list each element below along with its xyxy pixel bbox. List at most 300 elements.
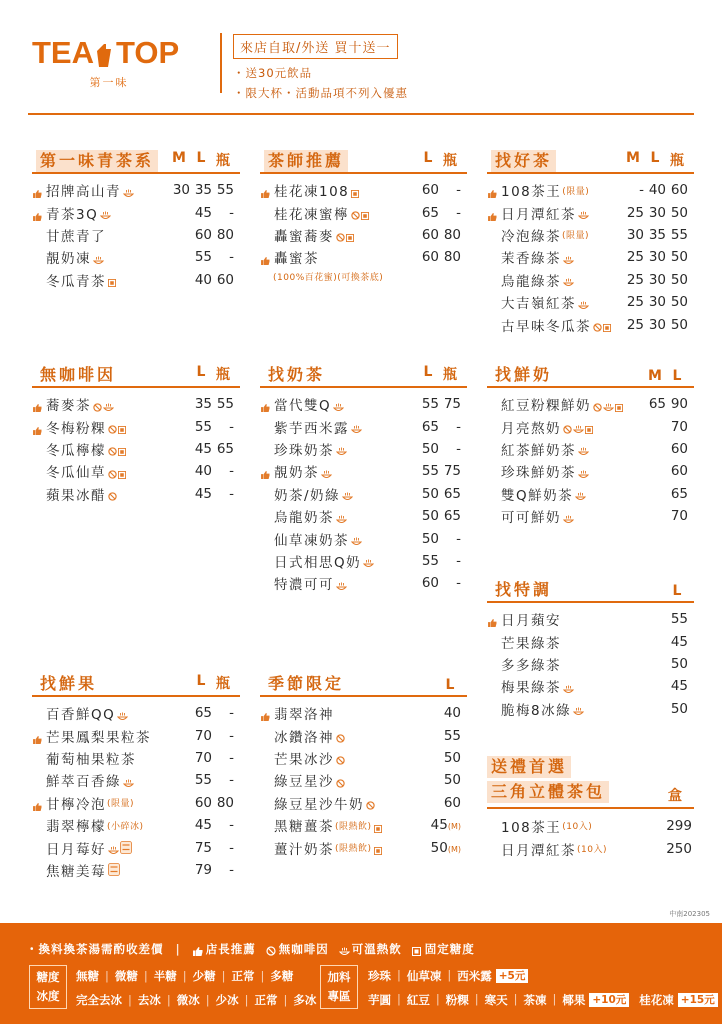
option-item: 少冰 <box>215 993 239 1007</box>
item-name: 轟蜜蕎麥 <box>274 228 334 245</box>
menu-item[interactable] <box>32 179 240 201</box>
thumbs-up-icon <box>488 186 497 194</box>
menu-item[interactable] <box>487 698 694 720</box>
hot-drink-icon <box>578 298 589 307</box>
menu-item[interactable] <box>260 702 467 724</box>
item-price: 45 <box>194 485 212 502</box>
column-header: M <box>172 150 186 166</box>
item-price: 30 <box>626 226 644 243</box>
no-caffeine-icon <box>336 753 345 762</box>
item-prices <box>417 419 461 435</box>
item-prices <box>190 772 234 788</box>
item-prices <box>190 486 234 502</box>
item-price: 70 <box>194 727 212 744</box>
item-price: - <box>229 839 234 856</box>
hot-drink-icon <box>336 579 347 588</box>
item-price: 75 <box>443 396 461 413</box>
item-list <box>487 393 694 527</box>
separator: | <box>143 969 148 983</box>
sugar-ice-label: 糖度 冰度 <box>29 965 67 1009</box>
item-price: - <box>229 772 234 789</box>
hot-drink-icon <box>123 776 134 785</box>
item-prices <box>190 396 234 412</box>
item-name: 芒果冰沙 <box>274 751 334 768</box>
item-name: 紅豆粉粿鮮奶 <box>501 398 591 415</box>
item-list <box>260 702 467 859</box>
separator: | <box>128 993 132 1007</box>
item-name: 日式相思Q奶 <box>274 554 362 571</box>
item-name: 芒果鳳梨果粒茶 <box>46 729 151 746</box>
item-price: 40 <box>194 463 212 480</box>
section-title: 找好茶 <box>491 150 556 172</box>
item-price: 40 <box>443 705 461 722</box>
menu-item[interactable] <box>32 702 240 724</box>
item-price: 70 <box>670 418 688 435</box>
menu-item[interactable] <box>32 814 240 836</box>
item-name: 當代雙Q <box>274 398 332 415</box>
item-price: 55 <box>421 552 439 569</box>
item-price: 65 <box>443 485 461 502</box>
menu-item[interactable] <box>487 483 694 505</box>
item-price: 30 <box>648 316 666 333</box>
separator: | <box>447 968 452 982</box>
item-note: (限量) <box>562 186 590 197</box>
item-prices <box>666 656 688 672</box>
legend <box>26 941 475 957</box>
thumbs-up-icon <box>33 209 42 217</box>
column-header: L <box>196 364 206 380</box>
footer <box>0 923 722 1024</box>
option-item: 多糖 <box>270 969 294 983</box>
menu-item[interactable] <box>487 269 694 291</box>
item-name: 脆梅8冰綠 <box>501 702 572 719</box>
thumbs-up-icon <box>488 615 497 623</box>
option-item: 茶凍 <box>523 993 547 1007</box>
hot-drink-icon <box>103 400 114 409</box>
item-price: 80 <box>443 249 461 266</box>
menu-item[interactable] <box>487 460 694 482</box>
item-name: 茉香綠茶 <box>501 251 561 268</box>
toppings-label: 加料 專區 <box>320 965 358 1009</box>
option-item: 半糖 <box>153 969 177 983</box>
menu-item[interactable] <box>260 415 467 437</box>
item-prices <box>622 205 688 221</box>
menu-item[interactable] <box>487 608 694 630</box>
hot-drink-icon <box>339 945 348 954</box>
section-s8 <box>32 671 240 881</box>
version-code: 中南202305 <box>669 910 710 918</box>
separator: | <box>221 969 226 983</box>
item-name: 綠豆星沙 <box>274 774 334 791</box>
menu-item[interactable] <box>260 769 467 791</box>
separator: | <box>205 993 210 1007</box>
item-price: 35 <box>648 226 666 243</box>
item-price: 65 <box>421 204 439 221</box>
item-price: 55 <box>216 182 234 199</box>
item-prices <box>426 817 461 833</box>
price-tag-10: +10元 <box>589 993 629 1007</box>
item-prices <box>644 486 688 502</box>
option-item: 粉粿 <box>445 993 469 1007</box>
item-price: 55 <box>194 418 212 435</box>
column-header: 瓶 <box>216 367 230 383</box>
brand-left: TEA <box>32 35 94 70</box>
column-headers <box>417 364 461 384</box>
menu-item[interactable] <box>260 724 467 746</box>
item-price: 30 <box>172 182 190 199</box>
column-headers <box>417 150 461 170</box>
hot-drink-icon <box>563 512 574 521</box>
menu-item[interactable] <box>260 438 467 460</box>
item-price: - <box>229 705 234 722</box>
item-price <box>168 205 190 221</box>
column-header: 瓶 <box>670 153 684 169</box>
item-prices <box>417 249 461 265</box>
item-price: 30 <box>648 249 666 266</box>
no-caffeine-icon <box>366 798 375 807</box>
fixed-sugar-icon <box>108 275 117 284</box>
menu-item[interactable] <box>32 769 240 791</box>
menu-item[interactable] <box>32 393 240 415</box>
promo-line: ・限大杯・活動品項不列入優惠 <box>233 86 408 100</box>
ice-options <box>76 992 316 1008</box>
menu-item[interactable] <box>487 246 694 268</box>
item-prices <box>417 441 461 457</box>
section-title: 找奶茶 <box>268 365 326 384</box>
column-headers <box>190 364 234 384</box>
item-price: 50 <box>670 655 688 672</box>
section-title: 找鮮奶 <box>495 365 553 384</box>
item-prices <box>439 728 461 744</box>
item-prices <box>168 227 234 243</box>
item-price: 55 <box>194 772 212 789</box>
item-prices <box>622 272 688 288</box>
item-price: 65 <box>670 485 688 502</box>
menu-item[interactable] <box>487 313 694 335</box>
fixed-sugar-icon <box>603 320 612 329</box>
thumbs-up-icon <box>33 423 42 431</box>
item-prices <box>426 840 461 856</box>
separator: | <box>435 992 440 1006</box>
legend-separator: | <box>175 942 181 956</box>
menu-item[interactable] <box>32 792 240 814</box>
menu-item[interactable] <box>260 224 467 246</box>
hot-drink-icon <box>333 400 344 409</box>
column-header: L <box>650 150 660 166</box>
item-prices <box>417 396 461 412</box>
hot-drink-icon <box>93 253 104 262</box>
thumbs-up-icon <box>33 732 42 740</box>
item-prices <box>622 182 688 198</box>
menu-item[interactable] <box>260 550 467 572</box>
section-title: 找特調 <box>495 580 553 599</box>
item-price: 60 <box>670 182 688 199</box>
item-price: - <box>639 182 644 199</box>
gift-header <box>487 781 694 809</box>
gift-item[interactable] <box>487 837 694 860</box>
separator: | <box>397 992 401 1006</box>
hot-drink-icon <box>123 186 134 195</box>
item-list <box>487 608 694 720</box>
item-name: 冰鑽洛神 <box>274 729 334 746</box>
item-price: 50 <box>670 294 688 311</box>
item-prices <box>417 531 461 547</box>
item-price: 30 <box>648 271 666 288</box>
no-caffeine-icon <box>108 489 117 498</box>
item-prices <box>439 795 461 811</box>
item-name: 百香鮮QQ <box>46 707 116 724</box>
menu-item[interactable] <box>487 291 694 313</box>
no-caffeine-icon <box>108 467 117 476</box>
menu-item[interactable] <box>32 201 240 223</box>
header-divider <box>220 33 222 93</box>
section-s1 <box>32 148 240 291</box>
section-title: 找鮮果 <box>40 674 98 693</box>
menu-item[interactable] <box>487 653 694 675</box>
thumbs-up-icon <box>488 209 497 217</box>
item-price: - <box>229 418 234 435</box>
item-price: 65 <box>648 396 666 413</box>
item-name: 葡萄柚果粒茶 <box>46 751 136 768</box>
item-price: - <box>229 485 234 502</box>
section-s4 <box>32 362 240 505</box>
no-caffeine-icon <box>593 400 602 409</box>
section-s2 <box>260 148 467 283</box>
menu-item[interactable] <box>32 724 240 746</box>
item-price: 30 <box>648 204 666 221</box>
item-name: 冬瓜青茶 <box>46 273 106 290</box>
menu-item[interactable] <box>32 859 240 881</box>
item-name: 多多綠茶 <box>501 657 561 674</box>
separator: | <box>105 969 109 983</box>
separator: | <box>283 993 288 1007</box>
menu-item[interactable] <box>487 415 694 437</box>
item-price: 45 <box>194 817 212 834</box>
item-price: 60 <box>421 182 439 199</box>
item-prices <box>666 634 688 650</box>
hot-drink-icon <box>563 253 574 262</box>
thumbs-up-icon <box>261 467 270 475</box>
section-header <box>487 148 694 174</box>
item-prices <box>417 182 461 198</box>
column-header: L <box>445 677 455 693</box>
brand-logo <box>32 35 192 90</box>
item-price: - <box>456 204 461 221</box>
menu-item[interactable] <box>32 224 240 246</box>
gift-col: 盒 <box>668 788 682 804</box>
separator: | <box>474 992 479 1006</box>
menu-item[interactable] <box>260 201 467 223</box>
menu-item[interactable] <box>487 630 694 652</box>
menu-item[interactable] <box>487 438 694 460</box>
menu-item[interactable] <box>487 505 694 527</box>
item-price: 80 <box>216 794 234 811</box>
item-prices <box>190 795 234 811</box>
item-prices <box>417 227 461 243</box>
no-caffeine-icon <box>336 230 345 239</box>
item-price: 40 <box>194 271 212 288</box>
hot-drink-icon <box>573 422 584 431</box>
item-price: 45 <box>194 204 212 221</box>
section-header <box>260 148 467 174</box>
menu-item[interactable] <box>260 836 467 858</box>
item-name: 珍珠鮮奶茶 <box>501 465 576 482</box>
menu-item[interactable] <box>487 675 694 697</box>
section-s3 <box>487 148 694 336</box>
option-item: 完全去冰 <box>76 993 122 1007</box>
menu-item[interactable] <box>487 201 694 223</box>
item-prices <box>417 508 461 524</box>
item-list <box>32 702 240 881</box>
item-name: 靚奶茶 <box>274 465 319 482</box>
menu-item[interactable] <box>32 747 240 769</box>
item-name: 桂花凍108 <box>274 184 350 201</box>
item-name: 奶茶/奶綠 <box>274 487 341 504</box>
menu-item[interactable] <box>260 460 467 482</box>
menu-item[interactable] <box>32 460 240 482</box>
item-price: 55 <box>670 226 688 243</box>
menu-item[interactable] <box>260 246 467 268</box>
price-tag-15: +15元 <box>678 993 718 1007</box>
cup-icon <box>97 44 111 66</box>
item-price: 40 <box>648 182 666 199</box>
menu-item[interactable] <box>260 747 467 769</box>
section-title: 無咖啡因 <box>40 365 117 384</box>
item-price: 55 <box>421 396 439 413</box>
menu-item[interactable] <box>260 179 467 201</box>
menu-item[interactable] <box>260 527 467 549</box>
option-item: 微糖 <box>114 969 138 983</box>
option-item: 芋圓 <box>368 993 391 1007</box>
thumbs-up-icon <box>193 945 202 954</box>
item-price: 50 <box>421 485 439 502</box>
gift-item[interactable] <box>487 814 694 837</box>
section-title: 茶師推薦 <box>264 150 348 172</box>
item-price: 65 <box>421 418 439 435</box>
section-s9 <box>260 671 467 859</box>
option-item: 寒天 <box>484 993 508 1007</box>
column-headers <box>666 583 688 599</box>
hot-drink-icon <box>578 467 589 476</box>
hot-drink-icon <box>563 682 574 691</box>
item-list <box>260 179 467 269</box>
item-price <box>644 419 666 435</box>
column-header: L <box>196 673 206 689</box>
menu-item[interactable] <box>32 246 240 268</box>
item-price: 55 <box>421 463 439 480</box>
menu-item[interactable] <box>260 505 467 527</box>
item-prices <box>190 840 234 856</box>
item-prices <box>168 249 234 265</box>
item-price: 70 <box>194 749 212 766</box>
item-prices <box>190 817 234 833</box>
gift-item-note: (10入) <box>577 845 607 855</box>
legend-nocaf: 無咖啡因 <box>278 942 329 956</box>
menu-item[interactable] <box>260 483 467 505</box>
gift-item-name: 108茶王 <box>501 819 562 836</box>
fixed-sugar-icon <box>118 467 127 476</box>
menu-item[interactable] <box>32 269 240 291</box>
hot-drink-icon <box>336 512 347 521</box>
item-price <box>644 463 666 479</box>
hot-drink-icon <box>321 467 332 476</box>
item-prices <box>190 750 234 766</box>
item-prices <box>417 553 461 569</box>
hot-drink-icon <box>578 208 589 217</box>
item-prices <box>190 862 234 878</box>
menu-item[interactable] <box>260 814 467 836</box>
menu-item[interactable] <box>260 572 467 594</box>
gift-title-1: 送禮首選 <box>487 756 571 778</box>
item-name: 招牌高山青 <box>46 184 121 201</box>
item-prices <box>622 317 688 333</box>
section-s6 <box>487 362 694 527</box>
item-name: 桂花凍蜜檸 <box>274 206 349 223</box>
legend-fixed: 固定糖度 <box>424 942 475 956</box>
header-rule <box>28 113 694 115</box>
item-price: 55 <box>443 727 461 744</box>
menu-item[interactable] <box>32 836 240 858</box>
column-headers <box>190 673 234 693</box>
menu-item[interactable] <box>260 393 467 415</box>
hot-drink-icon <box>603 400 614 409</box>
section-s5 <box>260 362 467 595</box>
option-item: 西米露 <box>457 969 492 983</box>
no-caffeine-icon <box>593 320 602 329</box>
item-price: - <box>229 249 234 266</box>
item-price: 60 <box>421 249 439 266</box>
item-price: 55 <box>216 396 234 413</box>
item-name: 甘檸冷泡 <box>46 796 106 813</box>
seasonal-badge-icon <box>120 841 132 854</box>
menu-item[interactable] <box>487 179 694 201</box>
hot-drink-icon <box>336 444 347 453</box>
item-price: 25 <box>626 316 644 333</box>
hot-drink-icon <box>563 275 574 284</box>
promo-block <box>233 34 408 101</box>
size-suffix: (M) <box>447 822 461 832</box>
item-price: - <box>229 463 234 480</box>
section-header <box>32 148 240 174</box>
menu-item[interactable] <box>487 393 694 415</box>
thumbs-up-icon <box>261 400 270 408</box>
item-name: 梅果綠茶 <box>501 680 561 697</box>
gift-title-2: 三角立體茶包 <box>487 781 609 803</box>
column-header: 瓶 <box>216 676 230 692</box>
item-prices <box>666 611 688 627</box>
no-caffeine-icon <box>351 208 360 217</box>
item-price: 50 <box>670 204 688 221</box>
item-price: - <box>456 418 461 435</box>
item-price: 80 <box>443 226 461 243</box>
item-price <box>168 249 190 265</box>
item-name: 可可鮮奶 <box>501 510 561 527</box>
menu-item[interactable] <box>487 224 694 246</box>
menu-item[interactable] <box>32 483 240 505</box>
menu-item[interactable] <box>260 792 467 814</box>
item-price: - <box>229 861 234 878</box>
item-price: - <box>456 575 461 592</box>
fixed-sugar-icon <box>374 843 383 852</box>
menu-item[interactable] <box>32 438 240 460</box>
fixed-sugar-icon <box>346 230 355 239</box>
item-price: - <box>229 749 234 766</box>
legend-note: ・換料換茶湯需酌收差價 <box>26 942 164 956</box>
item-note: (限熱飲) <box>335 844 372 855</box>
menu-item[interactable] <box>32 415 240 437</box>
item-price: 30 <box>648 294 666 311</box>
item-prices <box>439 772 461 788</box>
